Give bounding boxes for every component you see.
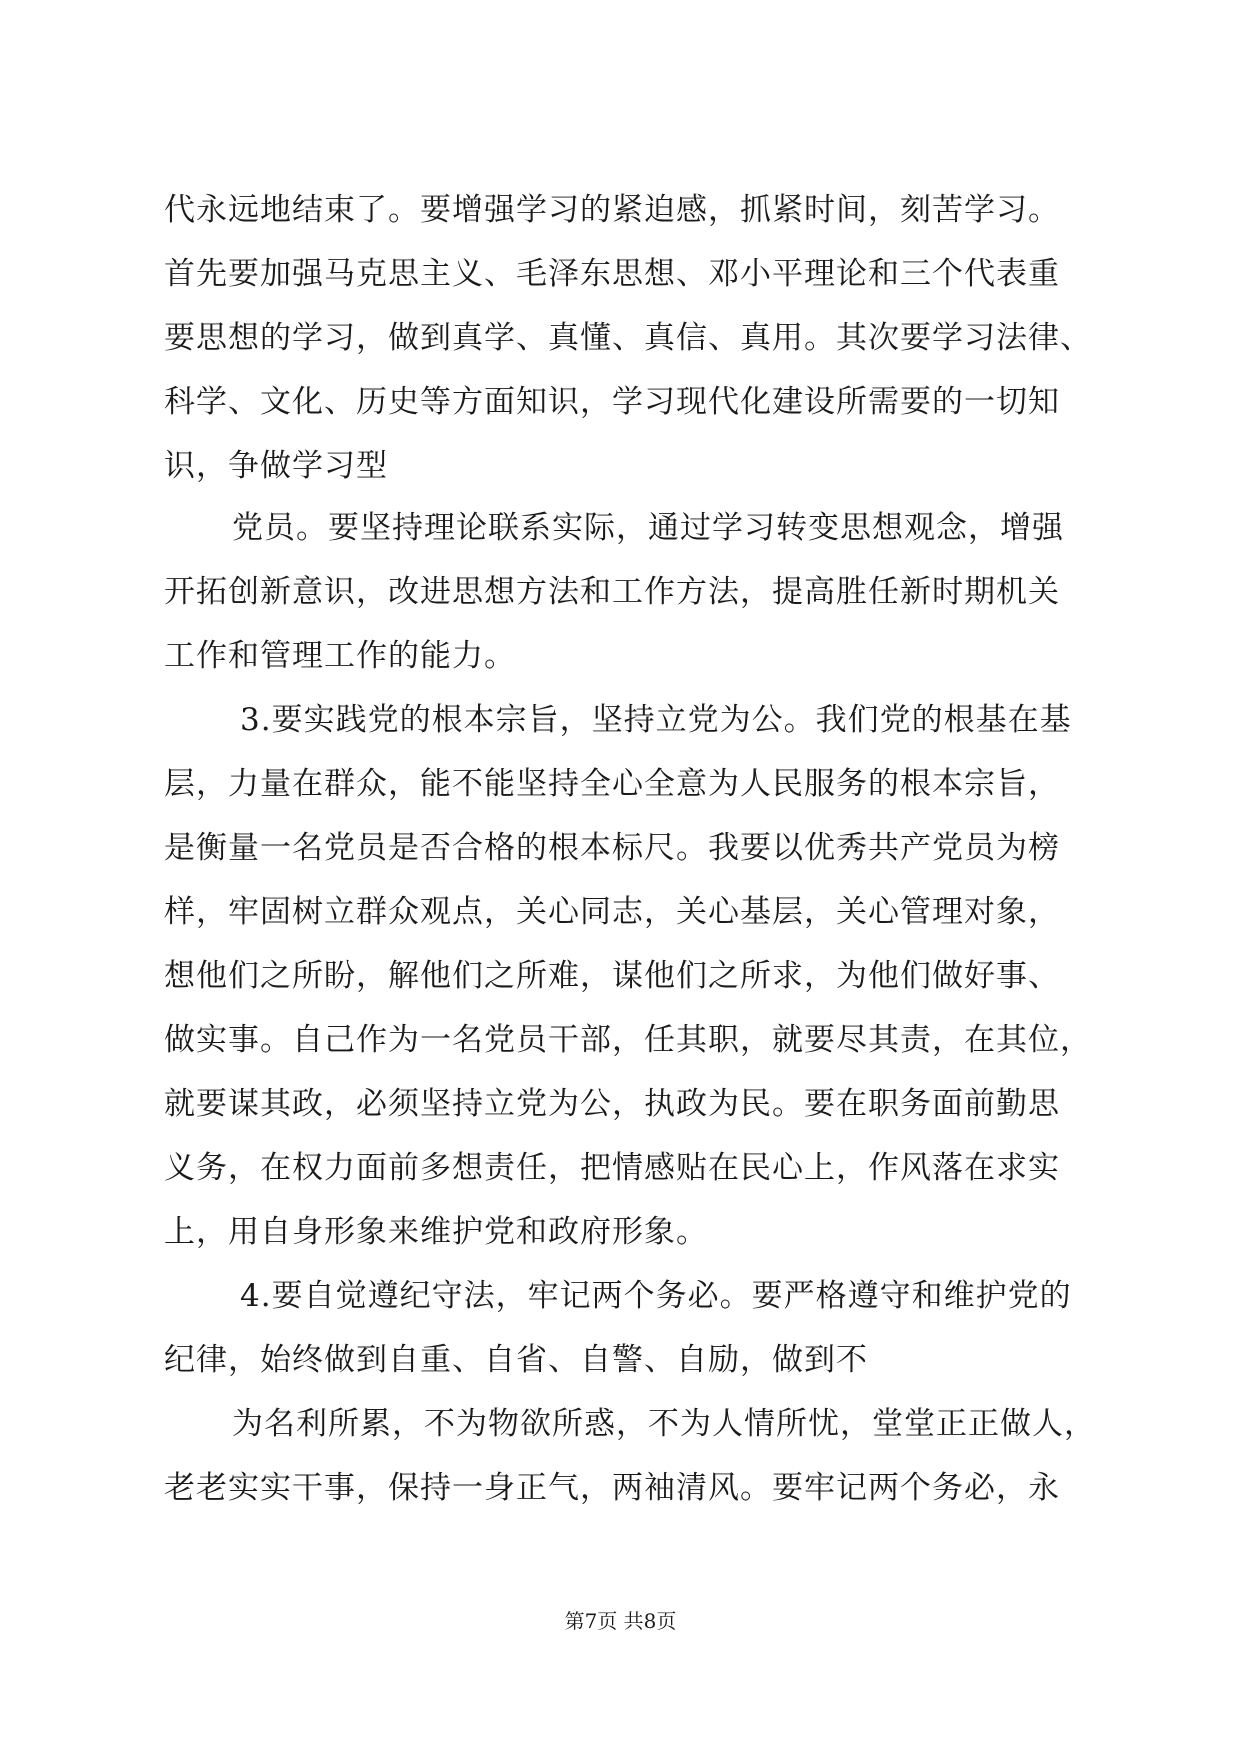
text-line: 4.要自觉遵纪守法，牢记两个务必。要严格遵守和维护党的	[240, 1278, 1072, 1314]
text-line: 层，力量在群众，能不能坚持全心全意为人民服务的根本宗旨，	[164, 766, 1060, 802]
text-line: 要思想的学习，做到真学、真懂、真信、真用。其次要学习法律、	[164, 320, 1092, 356]
text-line: 上，用自身形象来维护党和政府形象。	[164, 1214, 708, 1250]
text-line: 想他们之所盼，解他们之所难，谋他们之所求，为他们做好事、	[164, 958, 1060, 994]
text-line: 就要谋其政，必须坚持立党为公，执政为民。要在职务面前勤思	[164, 1086, 1060, 1122]
text-line: 做实事。自己作为一名党员干部，任其职，就要尽其责，在其位，	[164, 1022, 1092, 1058]
page-number-footer: 第7页 共8页	[564, 1609, 677, 1633]
text-line: 开拓创新意识，改进思想方法和工作方法，提高胜任新时期机关	[164, 574, 1060, 610]
text-line: 老老实实干事，保持一身正气，两袖清风。要牢记两个务必，永	[164, 1470, 1060, 1506]
text-line: 3.要实践党的根本宗旨，坚持立党为公。我们党的根基在基	[240, 702, 1072, 738]
text-line: 义务，在权力面前多想责任，把情感贴在民心上，作风落在求实	[164, 1150, 1060, 1186]
text-line: 识，争做学习型	[164, 448, 388, 484]
text-line: 党员。要坚持理论联系实际，通过学习转变思想观念，增强	[232, 510, 1064, 546]
text-line: 代永远地结束了。要增强学习的紧迫感，抓紧时间，刻苦学习。	[164, 192, 1060, 228]
text-line: 首先要加强马克思主义、毛泽东思想、邓小平理论和三个代表重	[164, 256, 1060, 292]
text-line: 样，牢固树立群众观点，关心同志，关心基层，关心管理对象，	[164, 894, 1060, 930]
text-line: 为名利所累，不为物欲所惑，不为人情所忧，堂堂正正做人，	[232, 1406, 1096, 1442]
text-line: 纪律，始终做到自重、自省、自警、自励，做到不	[164, 1342, 868, 1378]
text-line: 工作和管理工作的能力。	[164, 638, 516, 674]
text-line: 是衡量一名党员是否合格的根本标尺。我要以优秀共产党员为榜	[164, 830, 1060, 866]
text-line: 科学、文化、历史等方面知识，学习现代化建设所需要的一切知	[164, 384, 1060, 420]
